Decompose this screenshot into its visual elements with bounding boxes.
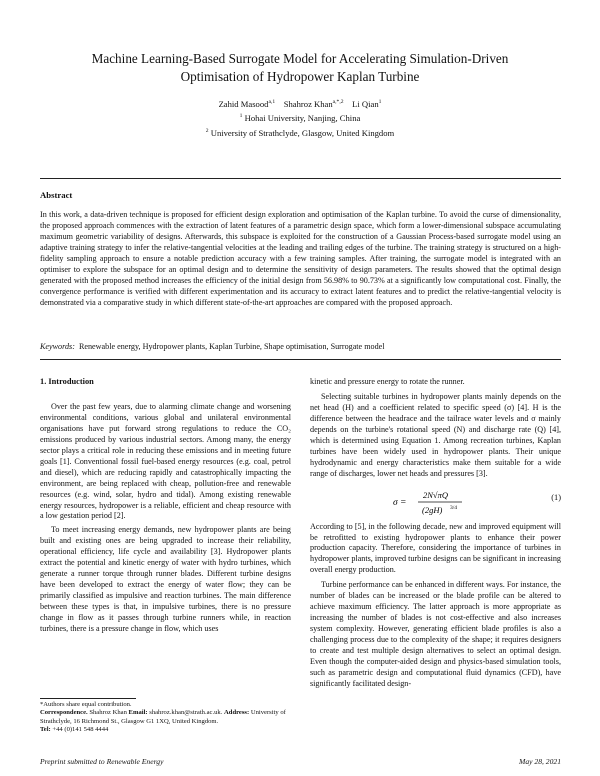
author-names <box>40 96 560 110</box>
affiliation-2: $^2$ University of Strathclyde, Glasgow, United Kingdom <box>205 127 395 138</box>
keywords <box>40 342 385 351</box>
abstract-bottom-rule <box>40 359 561 360</box>
title-line-1: Machine Learning-Based Surrogate Model for Accelerating Simulation-Driven <box>91 51 509 66</box>
equation-number: (1) <box>551 492 561 502</box>
left-column <box>40 377 291 635</box>
intro-paragraph-2-cont: kinetic and pressure energy to rotate the runner. <box>310 377 465 386</box>
footnote-correspondence: Correspondence. Shahroz Khan Email: shahroz.khan@strath.ac.uk. Address: University of Strathclyde, 16 Richmond St., Glasgow G1 1XQ, United Kingdom. <box>40 709 286 725</box>
author-2: Shahroz Khan <box>283 98 333 109</box>
title-line-2: Optimisation of Hydropower Kaplan Turbine <box>180 68 420 84</box>
intro-paragraph-3: Selecting suitable turbines in hydropower plants mainly depends on the net head (H) and a coefficient related to specific speed (σ) [4]. H is the difference between the headrace and the tailrace water levels and σ mainly depends on the turbine's rotational speed (N) and discharge rate (Q) [4], which is determined using Equation 1. Among recreation turbines, Kaplan turbines have been widely used in hydropower plants. Their unique hydrodynamic and energy characteristics make them suitable for a wide range of discharges, lower net heads and pressures [3]. <box>310 391 561 478</box>
eq-denominator: (2gH) <box>422 504 443 515</box>
footnotes <box>40 701 291 735</box>
author-1-sup: a,1 <box>268 99 276 105</box>
author-block <box>40 96 560 139</box>
intro-paragraph-2: To meet increasing energy demands, new hydropower plants are being built and existing ones are being upgraded to increase their reliability, operational efficiency, life cycle and availability [3]. Hydropower plants extract the potential and kinetic energy of water with hydro turbines, which generate a runner torque through runner blades. Different turbine designs have been developed to extract the energy of water flow; they can be primarily classified as impulsive and reaction turbines. The main difference between these types is that, in impulsive turbines, there is no pressure change in flow as it passes through turbine runners while, in reaction turbines, there is a pressure change in flow, which uses <box>40 525 291 634</box>
section-heading: 1. Introduction <box>40 377 94 386</box>
abstract-text: In this work, a data-driven technique is proposed for efficient design exploration and optimisation of the Kaplan turbine. To avoid the curse of dimensionality, the proposed approach commences with the extraction of latent features of a parametric design space, which form a lower-dimensional subspace accumulating maximum geometric variability of designs. Afterwards, this subspace is exploited for the construction of a Gaussian Process-based surrogate model using an adaptive training strategy to infer the relative-tangential velocities at the leading and trailing edges of the turbine. The training strategy is structured on a high-fidelity sampling approach to ensure a notable prediction accuracy with a few training samples. After training, the surrogate model is integrated with an optimiser to explore the subspace for an optimal design and to determine the sensitivity of design parameters. The results showed that the optimal design generated with the proposed method increases the efficiency of the initial design from 56.98% to 90.73% at a significantly low computational cost. Finally, the convergence performance is verified with different experimentation and its accuracy to extract latent features and to predict the relative-tangential velocity is demonstrated via a comparative study in which different state-of-the-art approaches are compared with the proposed approach. <box>40 210 561 307</box>
author-3: Li Qian <box>352 98 379 109</box>
footnote-equal-contribution: *Authors share equal contribution. <box>40 701 132 708</box>
author-3-sup: 1 <box>378 99 382 105</box>
right-column <box>310 377 561 690</box>
eq-exponent: 3/4 <box>450 504 458 511</box>
intro-paragraph-5: Turbine performance can be enhanced in different ways. For instance, the number of blades can be increased or the blade profile can be altered to achieve maximum efficiency. The latter approach is more appropriate as increasing the number of blades is not cost-effective and also increases system complexity. However, generating efficient blade profiles is also a challenging process due to the complexity of the shape; it requires designers to create and test multiple design alternatives to select an optimal design. Even though the computer-aided design and physics-based simulation tools, such as parametric design and computational fluid dynamics (CFD), have significantly facilitated design- <box>310 580 561 688</box>
author-1: Zahid Masood <box>218 98 269 109</box>
footnote-rule <box>40 698 136 699</box>
abstract-heading: Abstract <box>40 190 73 200</box>
keywords-text: Renewable energy, Hydropower plants, Kaplan Turbine, Shape optimisation, Surrogate model <box>78 342 385 351</box>
footer-date: May 28, 2021 <box>519 757 561 766</box>
eq-lhs: σ = <box>393 497 407 508</box>
affiliation-1: $^1$ Hohai University, Nanjing, China <box>239 113 361 124</box>
paper-title <box>40 50 560 85</box>
equation-graphic <box>310 484 561 518</box>
footer-journal: Preprint submitted to Renewable Energy <box>40 757 164 766</box>
intro-paragraph-4: According to [5], in the following decade, new and improved equipment will be retrofitted to existing hydropower plants to enhance their power production capacity. Therefore, considering the importance of turbines in hydropower plants, improved turbine designs can be significant in increasing overall energy production. <box>310 521 561 575</box>
author-2-sup: a,*,2 <box>332 99 344 105</box>
equation-1 <box>310 484 561 518</box>
keywords-label: Keywords: <box>40 342 75 351</box>
abstract-top-rule <box>40 178 561 179</box>
email-link[interactable]: shahroz.khan@strath.ac.uk. <box>149 709 223 717</box>
intro-paragraph-1: Over the past few years, due to alarming climate change and worsening environmental conditions, various global and unilateral environmental organisations have put forward strong regulations to reduce the CO₂ emissions produced by various industrial sectors. Among many, the energy sector plays a critical role in reducing these emissions and in meeting future goals [1]. Conventional fossil fuel-based energy resources (e.g. coal, petrol and diesel), which are reducing rapidly and catastrophically impacting the environment, are being replaced with cheap, pollution-free and renewable resources (e.g. wind, solar, hydro and tidal). Among existing renewable energy resources, hydropower is a reliable, efficient and cheap resource with a low gestation period [2]. <box>40 401 291 521</box>
footnote-tel: Tel: +44 (0)141 548 4444 <box>40 726 109 734</box>
eq-numerator: 2N√πQ <box>423 489 448 500</box>
